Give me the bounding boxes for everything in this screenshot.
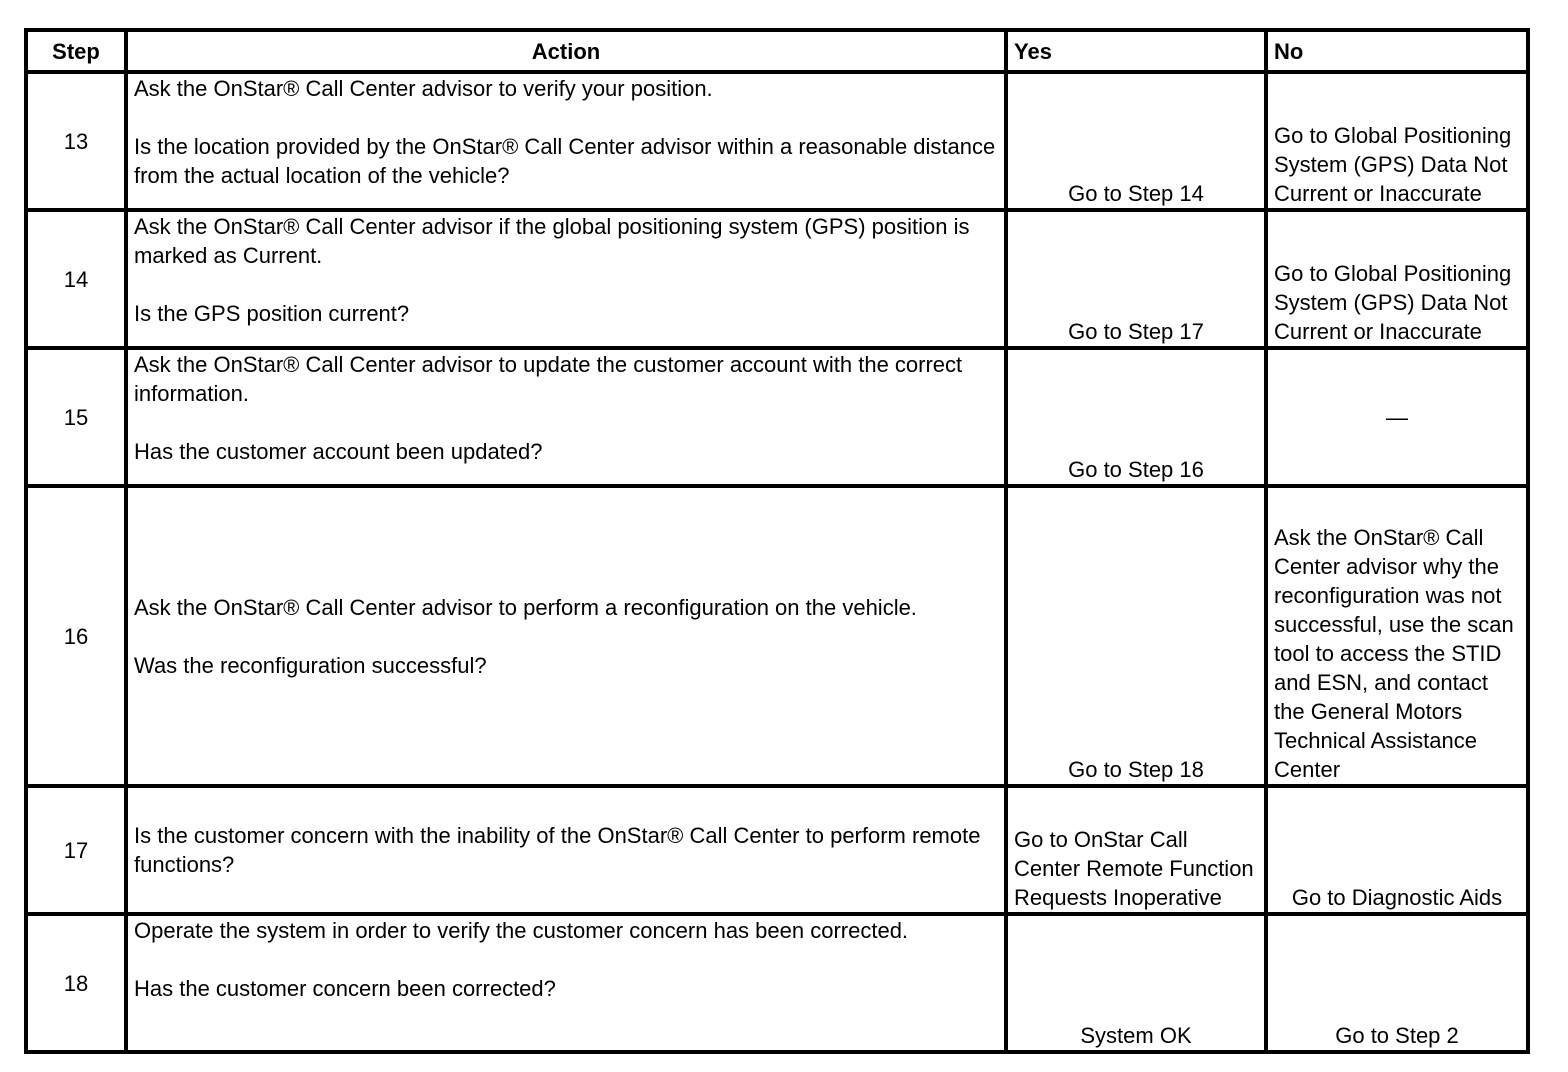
table-row <box>26 786 1528 914</box>
table-row <box>26 348 1528 486</box>
action-cell <box>126 486 1006 786</box>
question-text: Is the location provided by the OnStar® Call Center advisor within a reasonable distance from the actual location of the vehicle? <box>134 134 996 188</box>
no-cell: Go to Global Positioning System (GPS) Data Not Current or Inaccurate <box>1266 210 1528 348</box>
action-text: Ask the OnStar® Call Center advisor to perform a reconfiguration on the vehicle. <box>134 594 917 620</box>
action-cell <box>126 348 1006 486</box>
question-text: Is the GPS position current? <box>134 301 410 326</box>
step-number: 18 <box>26 914 126 1052</box>
question-text: Has the customer concern been corrected? <box>134 976 556 1001</box>
diagnostic-table <box>24 28 1530 1054</box>
header-step: Step <box>26 30 126 72</box>
step-number: 17 <box>26 786 126 914</box>
action-text: Ask the OnStar® Call Center advisor if the global positioning system (GPS) position is marked as Current. <box>134 214 970 268</box>
step-number: 15 <box>26 348 126 486</box>
yes-cell: Go to Step 16 <box>1006 348 1266 486</box>
header-row <box>26 30 1528 72</box>
table-row <box>26 210 1528 348</box>
action-text: Ask the OnStar® Call Center advisor to update the customer account with the correct information. <box>134 352 963 406</box>
action-cell <box>126 72 1006 210</box>
no-cell: Go to Global Positioning System (GPS) Data Not Current or Inaccurate <box>1266 72 1528 210</box>
yes-cell: Go to Step 14 <box>1006 72 1266 210</box>
action-text: Is the customer concern with the inability of the OnStar® Call Center to perform remote functions? <box>134 823 981 877</box>
header-action: Action <box>126 30 1006 72</box>
action-cell <box>126 786 1006 914</box>
question-text: Has the customer account been updated? <box>134 439 543 464</box>
header-no: No <box>1266 30 1528 72</box>
header-yes: Yes <box>1006 30 1266 72</box>
table-row <box>26 914 1528 1052</box>
action-cell <box>126 210 1006 348</box>
no-cell: Go to Step 2 <box>1266 914 1528 1052</box>
step-number: 13 <box>26 72 126 210</box>
step-number: 14 <box>26 210 126 348</box>
action-text: Ask the OnStar® Call Center advisor to verify your position. <box>134 76 713 101</box>
action-cell <box>126 914 1006 1052</box>
action-text: Operate the system in order to verify the customer concern has been corrected. <box>134 918 909 943</box>
yes-cell: System OK <box>1006 914 1266 1052</box>
yes-cell: Go to OnStar Call Center Remote Function Requests Inoperative <box>1006 786 1266 914</box>
no-cell: Go to Diagnostic Aids <box>1266 786 1528 914</box>
no-cell: Ask the OnStar® Call Center advisor why the reconfiguration was not successful, use the scan tool to access the STID and ESN, and contact the General Motors Technical Assistance Center <box>1266 486 1528 786</box>
question-text: Was the reconfiguration successful? <box>134 652 487 678</box>
yes-cell: Go to Step 17 <box>1006 210 1266 348</box>
table-row <box>26 72 1528 210</box>
table-row <box>26 486 1528 786</box>
yes-cell: Go to Step 18 <box>1006 486 1266 786</box>
step-number: 16 <box>26 486 126 786</box>
no-cell: — <box>1266 348 1528 486</box>
